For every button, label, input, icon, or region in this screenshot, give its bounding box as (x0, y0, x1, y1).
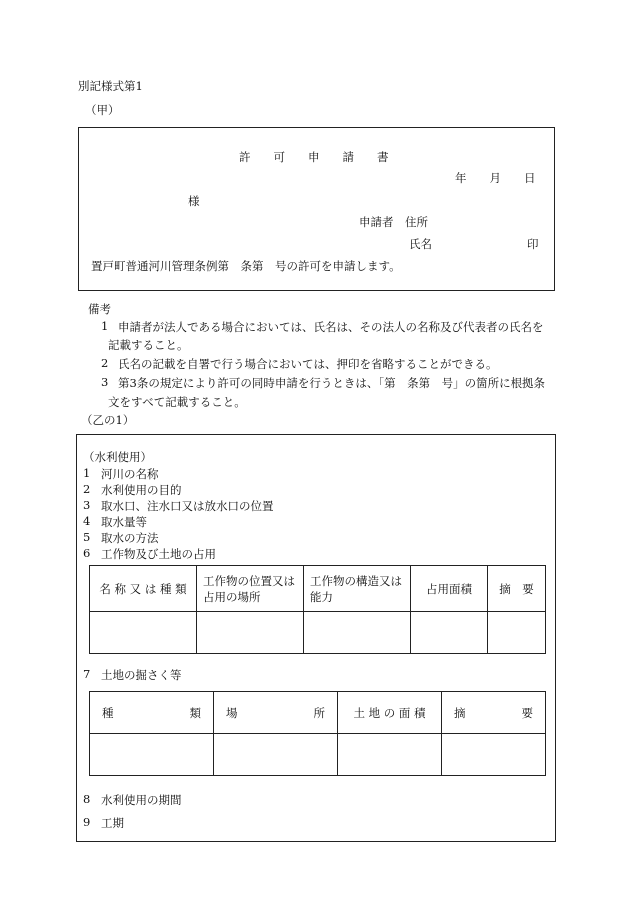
seal-mark: 印 (527, 237, 539, 251)
occupancy-table-row (90, 612, 546, 654)
item-7-num: 7 (83, 667, 91, 681)
table-cell (90, 734, 214, 776)
remark-3-line1: 第3条の規定により許可の同時申請を行うときは、「第 条第 号」の箇所に根拠条 (118, 376, 546, 390)
col-place-a: 場 (226, 705, 238, 720)
col-place-b: 所 (313, 705, 325, 720)
table-cell (338, 734, 442, 776)
application-statement: 置戸町普通河川管理条例第 条第 号の許可を申請します。 (91, 259, 401, 273)
item-2-text: 水利使用の目的 (101, 483, 182, 497)
excavation-table-row (90, 734, 546, 776)
item-3-num: 3 (83, 498, 91, 512)
applicant-address-label: 申請者 住所 (359, 215, 428, 229)
table-cell (90, 612, 197, 654)
col-name-or-type: 名 称 又 は 種 類 (90, 566, 197, 612)
item-1-text: 河川の名称 (101, 467, 159, 481)
col-land-area: 土 地 の 面 積 (338, 692, 442, 734)
col-type (90, 692, 214, 734)
addressee-sama: 様 (188, 194, 200, 208)
water-use-category: （水利使用） (83, 450, 152, 464)
item-6-num: 6 (83, 546, 91, 560)
excavation-table (89, 691, 546, 776)
item-5-num: 5 (83, 530, 91, 544)
item-2-num: 2 (83, 482, 91, 496)
item-7-text: 土地の掘さく等 (101, 668, 182, 682)
col-place (214, 692, 338, 734)
col-location-line2: 占用の場所 (203, 589, 261, 604)
table-cell (214, 734, 338, 776)
application-title: 許 可 申 請 書 (239, 150, 389, 164)
col-summary-b: 要 (521, 705, 533, 720)
col-type-b: 類 (189, 705, 201, 720)
form-number: 別記様式第1 (78, 79, 143, 93)
item-8-text: 水利使用の期間 (101, 793, 182, 807)
remark-2-num: 2 (101, 356, 109, 370)
item-3-text: 取水口、注水口又は放水口の位置 (101, 499, 274, 513)
remark-1-num: 1 (101, 319, 109, 333)
table-cell (197, 612, 304, 654)
col-summary-a: 摘 (454, 705, 466, 720)
table-cell (304, 612, 411, 654)
col-structure-line2: 能力 (310, 589, 333, 604)
item-4-text: 取水量等 (101, 515, 147, 529)
col-structure (304, 566, 411, 612)
remark-2-line1: 氏名の記載を自署で行う場合においては、押印を省略することができる。 (118, 357, 498, 371)
col-location (197, 566, 304, 612)
remarks-heading: 備考 (88, 302, 111, 316)
col-type-a: 種 (102, 705, 114, 720)
item-5-text: 取水の方法 (101, 531, 159, 545)
item-9-text: 工期 (101, 816, 124, 830)
item-6-text: 工作物及び土地の占用 (101, 547, 216, 561)
item-4-num: 4 (83, 514, 91, 528)
table-cell (442, 734, 546, 776)
col-area: 占用面積 (411, 566, 488, 612)
remark-1-line2: 記載すること。 (108, 338, 189, 352)
occupancy-table-header (90, 566, 546, 612)
col-location-line1: 工作物の位置又は (203, 573, 295, 588)
item-9-num: 9 (83, 815, 91, 829)
col-summary (442, 692, 546, 734)
item-8-num: 8 (83, 792, 91, 806)
water-use-box (76, 434, 556, 842)
col-remarks: 摘 要 (488, 566, 546, 612)
remark-3-line2: 文をすべて記載すること。 (108, 395, 246, 409)
application-date: 年 月 日 (455, 171, 536, 185)
occupancy-table (89, 565, 546, 654)
col-structure-line1: 工作物の構造又は (310, 573, 402, 588)
table-cell (488, 612, 546, 654)
remark-1-line1: 申請者が法人である場合においては、氏名は、その法人の名称及び代表者の氏名を (118, 320, 544, 334)
section-otsu-label: （乙の1） (81, 413, 135, 427)
table-cell (411, 612, 488, 654)
applicant-name-label: 氏名 (409, 237, 432, 251)
section-ko-label: （甲） (85, 103, 120, 117)
remark-3-num: 3 (101, 375, 109, 389)
item-1-num: 1 (83, 466, 91, 480)
application-box (78, 127, 555, 291)
excavation-table-header (90, 692, 546, 734)
